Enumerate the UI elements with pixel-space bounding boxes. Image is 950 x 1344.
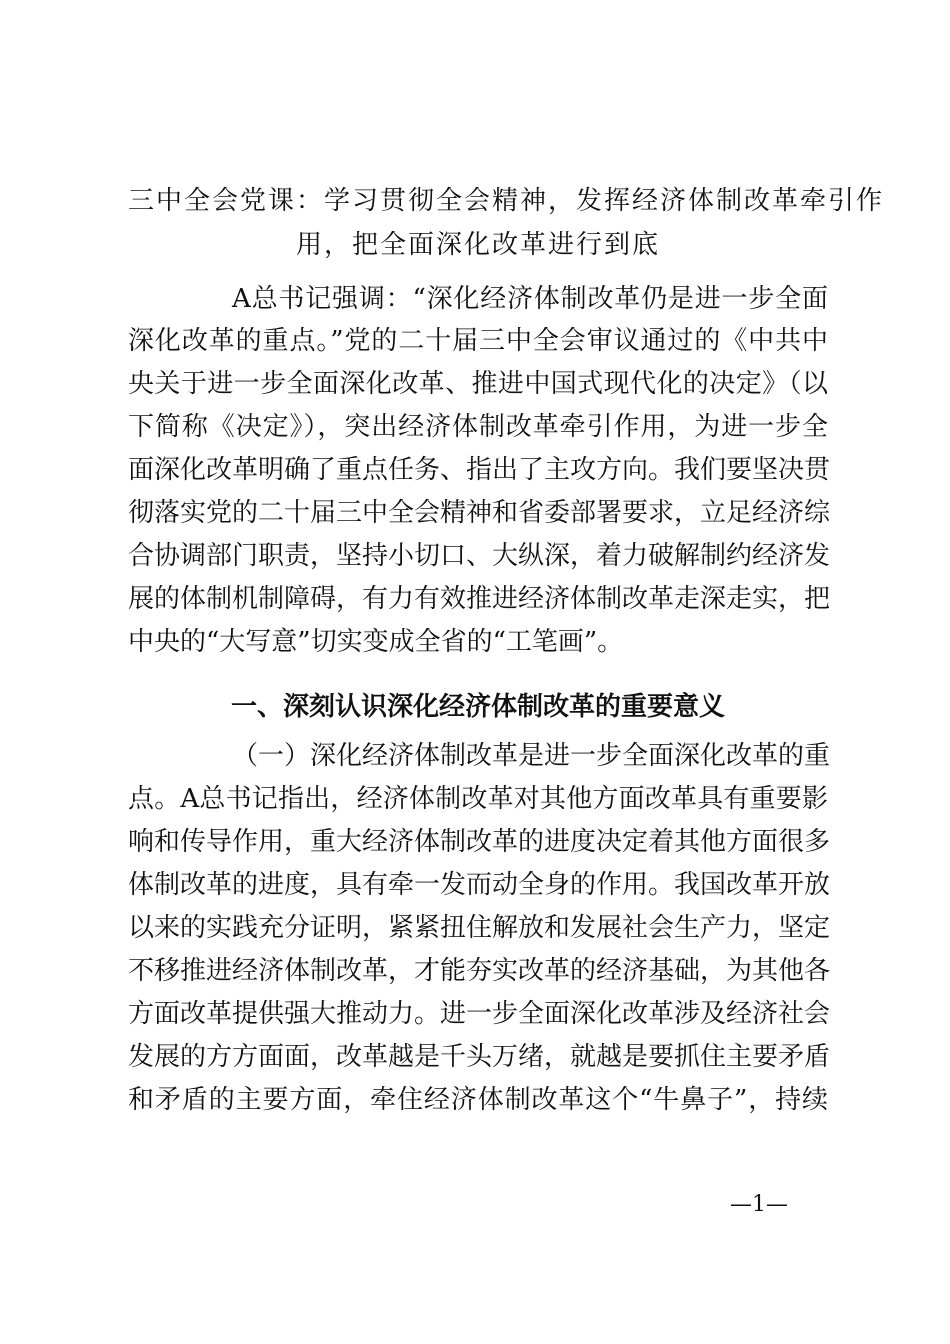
section-paragraph-line: 发展的方方面面，改革越是千头万绪，就越是要抓住主要矛盾 [128,1042,831,1072]
section-paragraph-line: 体制改革的进度，具有牵一发而动全身的作用。我国改革开放 [128,870,831,900]
intro-paragraph-line: 面深化改革明确了重点任务、指出了主攻方向。我们要坚决贯 [128,455,831,485]
section-heading: 一、深刻认识深化经济体制改革的重要意义 [230,692,725,722]
intro-paragraph-line: A总书记强调：“深化经济体制改革仍是进一步全面 [232,284,828,314]
section-paragraph-line: 不移推进经济体制改革，才能夯实改革的经济基础，为其他各 [128,956,831,986]
intro-paragraph-line: 深化改革的重点。”党的二十届三中全会审议通过的《中共中 [128,326,828,356]
section-paragraph-line: 方面改革提供强大推动力。进一步全面深化改革涉及经济社会 [128,999,831,1029]
document-title-line-2: 用，把全面深化改革进行到底 [295,230,660,260]
section-paragraph-line: 响和传导作用，重大经济体制改革的进度决定着其他方面很多 [128,827,831,857]
intro-paragraph-line: 展的体制机制障碍，有力有效推进经济体制改革走深走实，把 [128,584,831,614]
page-number: —1— [730,1192,788,1217]
intro-paragraph-line: 合协调部门职责，坚持小切口、大纵深，着力破解制约经济发 [128,541,831,571]
intro-paragraph-line: 彻落实党的二十届三中全会精神和省委部署要求，立足经济综 [128,498,831,528]
section-paragraph-line: 点。A总书记指出，经济体制改革对其他方面改革具有重要影 [128,784,828,814]
section-paragraph-line: 以来的实践充分证明，紧紧扭住解放和发展社会生产力，坚定 [128,913,831,943]
section-paragraph-line: （一）深化经济体制改革是进一步全面深化改革的重 [232,741,831,771]
intro-paragraph-line: 中央的“大写意”切实变成全省的“工笔画”。 [128,627,624,657]
section-paragraph-line: 和矛盾的主要方面，牵住经济体制改革这个“牛鼻子”，持续 [128,1085,828,1115]
document-title-line-1: 三中全会党课：学习贯彻全会精神，发挥经济体制改革牵引作 [128,186,885,216]
intro-paragraph-line: 央关于进一步全面深化改革、推进中国式现代化的决定》（以 [128,369,828,399]
intro-paragraph-line: 下简称《决定》），突出经济体制改革牵引作用，为进一步全 [128,412,828,442]
